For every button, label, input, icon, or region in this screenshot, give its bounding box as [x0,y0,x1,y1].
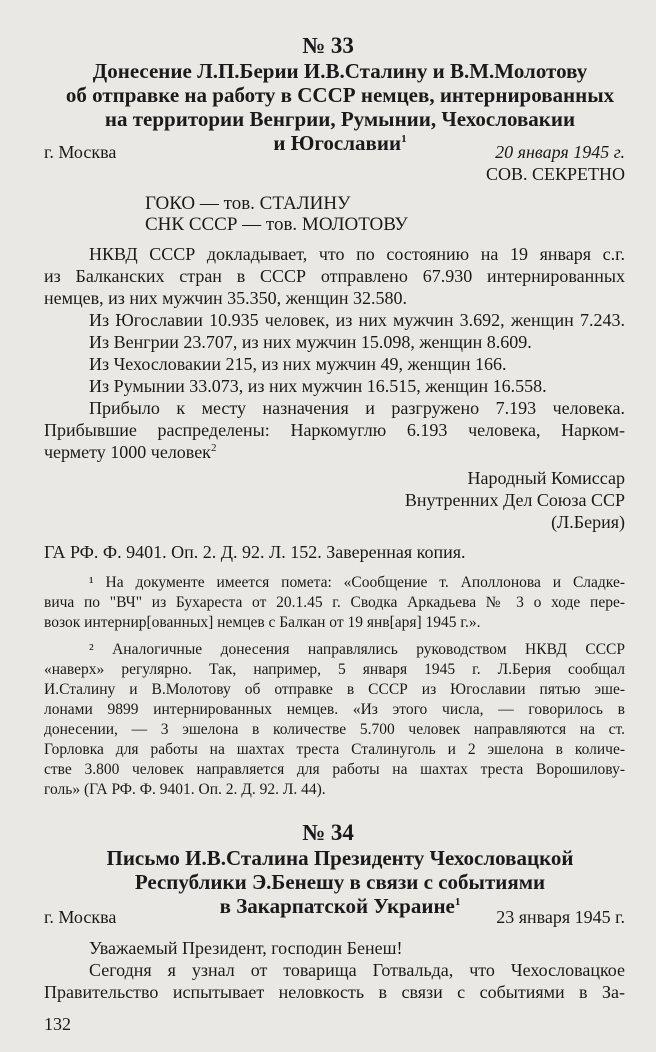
signature-name: (Л.Берия) [551,512,625,532]
addressee-goko: ГОКО — тов. СТАЛИНУ [145,193,351,214]
body-line: Из Венгрии 23.707, из них мужчин 15.098, женщин 8.609. [89,332,532,352]
body-line: из Балканских стран в СССР отправлено 67.930 интернированных [44,266,625,286]
document-number-33: № 33 [302,33,354,58]
footnote-1-line: вича по "ВЧ" из Бухареста от 20.1.45 г. Сводка Аркадьева № 3 о ходе пере- [44,594,625,611]
body-line: Сегодня я узнал от товарища Готвальда, что Чехословацкое [89,960,625,980]
page-number: 132 [44,1014,71,1034]
title-line: Республики Э.Бенешу в связи с событиями [134,870,546,894]
body-line: Правительство испытывает неловкость в связи с событиями в За- [44,982,625,1002]
body-line: Прибывшие распределены: Наркомуглю 6.193 человека, Нарком- [44,420,625,440]
footnote-2-line: «наверх» регулярно. Так, например, 5 января 1945 г. Л.Берия сообщал [44,661,625,678]
addressee-snk: СНК СССР — тов. МОЛОТОВУ [145,214,408,235]
footnote-ref: 1 [401,133,407,145]
footnote-ref: 2 [210,442,217,454]
footnote-2-line: И.Сталину и В.Молотову об отправке в СССР из Югославии пятью эше- [44,681,625,698]
title-line: в Закарпатской Украине$^1$ [219,894,461,918]
body-line: Из Югославии 10.935 человек, из них мужчин 3.692, женщин 7.243. [89,310,625,330]
date: 23 января 1945 г. [496,907,625,927]
date: 20 января 1945 г. [495,142,625,162]
footnote-2-line: ² Аналогичные донесения направлялись руководством НКВД СССР [89,641,625,658]
archival-source: ГА РФ. Ф. 9401. Оп. 2. Д. 92. Л. 152. Заверенная копия. [44,542,466,562]
body-line: НКВД СССР докладывает, что по состоянию на 19 января с.г. [89,244,625,264]
footnote-2-line: голь» (ГА РФ. Ф. 9401. Оп. 2. Д. 92. Л. 44). [44,781,326,798]
place: г. Москва [44,907,117,927]
footnote-2-line: Горловка для работы на шахтах треста Сталинуголь и 2 эшелона в количе- [44,741,625,758]
footnote-1-line: возок интернир[ованных] немцев с Балкан от 19 янв[аря] 1945 г.». [44,614,481,631]
title-line: на территории Венгрии, Румынии, Чехословакии [104,107,576,131]
footnote-2-line: донесении, — 3 эшелона в количестве 5.700 человек направляются на ст. [44,721,625,738]
signature-title: Народный Комиссар [467,468,625,488]
body-line-last: чермету 1000 человек$^2$ [44,442,217,462]
greeting: Уважаемый Президент, господин Бенеш! [89,938,403,958]
title-line: Донесение Л.П.Берии И.В.Сталину и В.М.Молотову [92,59,588,83]
footnote-ref: 1 [454,896,461,908]
title-line: об отправке на работу в СССР немцев, интернированных [65,83,615,107]
classification-stamp: СОВ. СЕКРЕТНО [485,164,625,184]
footnote-2-line: стве 3.800 человек направляется для работы на шахтах треста Ворошилову- [44,761,625,778]
signature-org: Внутренних Дел Союза ССР [404,490,625,510]
title-line: и Югославии$^1$ [273,131,407,155]
title-line: Письмо И.В.Сталина Президенту Чехословацкой [106,846,574,870]
body-line: немцев, из них мужчин 35.350, женщин 32.580. [44,288,408,308]
footnote-1-line: ¹ На документе имеется помета: «Сообщение т. Аполлонова и Сладке- [89,574,625,591]
place: г. Москва [44,142,117,162]
document-number-34: № 34 [302,820,354,845]
footnote-2-line: лонами 9899 интернированных немцев. «Из этого числа, — говорилось в [44,701,625,718]
body-line: Прибыло к месту назначения и разгружено 7.193 человека. [89,398,625,418]
body-line: Из Чехословакии 215, из них мужчин 49, женщин 166. [89,354,507,374]
body-line: Из Румынии 33.073, из них мужчин 16.515, женщин 16.558. [89,376,547,396]
